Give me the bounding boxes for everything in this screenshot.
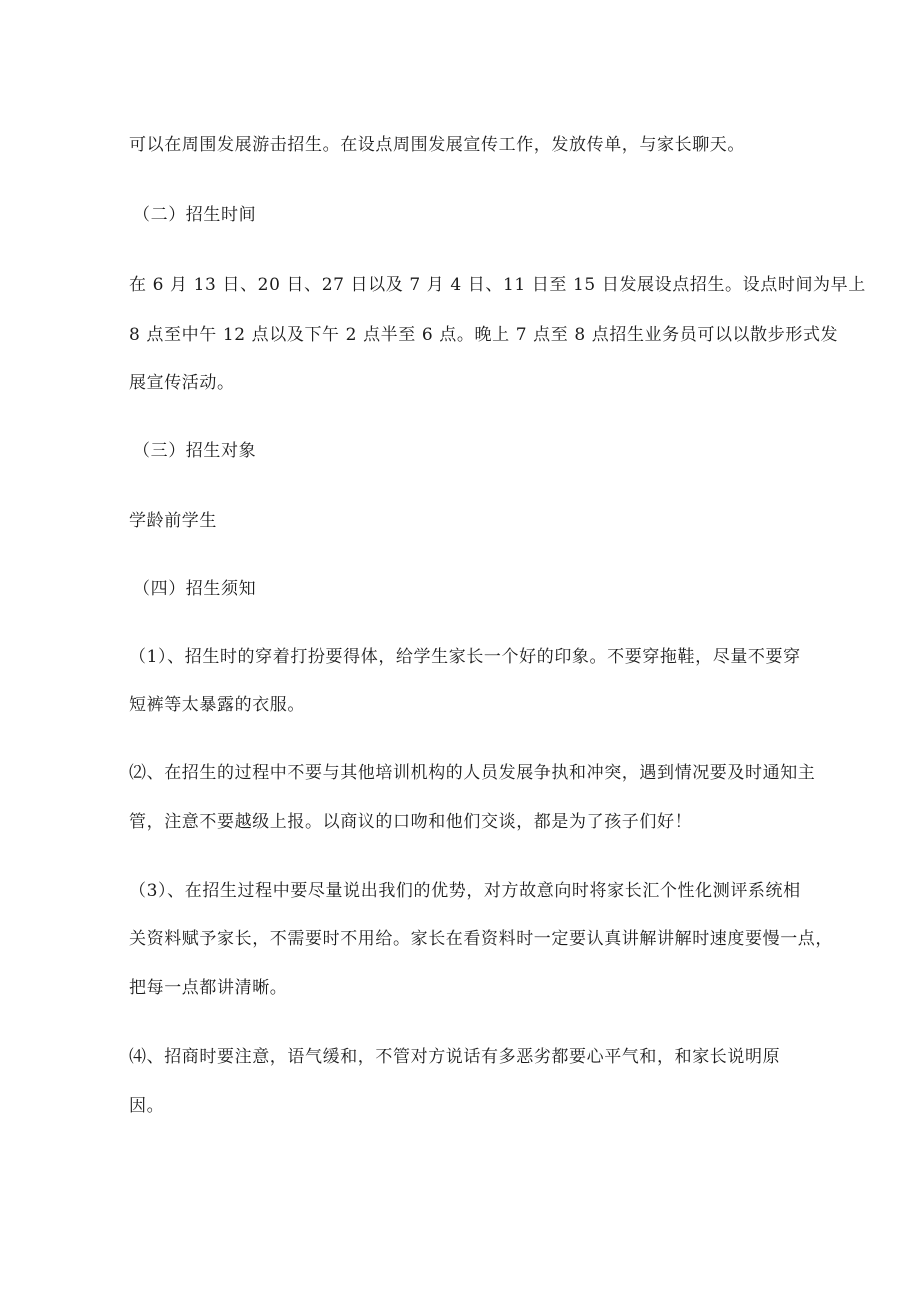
paragraph-line: （1）、招生时的穿着打扮要得体，给学生家长一个好的印象。不要穿拖鞋，尽量不要穿 xyxy=(129,647,801,667)
paragraph-line: 关资料赋予家长，不需要时不用给。家长在看资料时一定要认真讲解讲解时速度要慢一点， xyxy=(129,929,833,949)
paragraph-line: 因。 xyxy=(129,1096,165,1116)
paragraph-line: （3）、在招生过程中要尽量说出我们的优势，对方故意向时将家长汇个性化测评系统相 xyxy=(129,881,801,901)
paragraph-line: 学龄前学生 xyxy=(129,511,217,531)
section-heading-notice: （四）招生须知 xyxy=(133,579,257,599)
paragraph-line: 管，注意不要越级上报。以商议的口吻和他们交谈，都是为了孩子们好！ xyxy=(129,812,693,832)
paragraph-line: 可以在周围发展游击招生。在设点周围发展宣传工作，发放传单，与家长聊天。 xyxy=(129,135,745,155)
paragraph-line: 8 点至中午 12 点以及下午 2 点半至 6 点。晚上 7 点至 8 点招生业务员可以以散步形式发 xyxy=(129,325,839,345)
paragraph-line: 在 6 月 13 日、20 日、27 日以及 7 月 4 日、11 日至 15 日发展设点招生。设点时间为早上 xyxy=(129,275,866,295)
paragraph-line: 短裤等太暴露的衣服。 xyxy=(129,695,305,715)
section-heading-time: （二）招生时间 xyxy=(133,205,257,225)
paragraph-line: 把每一点都讲清晰。 xyxy=(129,978,288,998)
paragraph-line: ⑵、在招生的过程中不要与其他培训机构的人员发展争执和冲突，遇到情况要及时通知主 xyxy=(129,763,816,783)
paragraph-line: 展宣传活动。 xyxy=(129,373,235,393)
section-heading-target: （三）招生对象 xyxy=(133,441,257,461)
paragraph-line: ⑷、招商时要注意，语气缓和，不管对方说话有多恶劣都要心平气和，和家长说明原 xyxy=(129,1047,781,1067)
